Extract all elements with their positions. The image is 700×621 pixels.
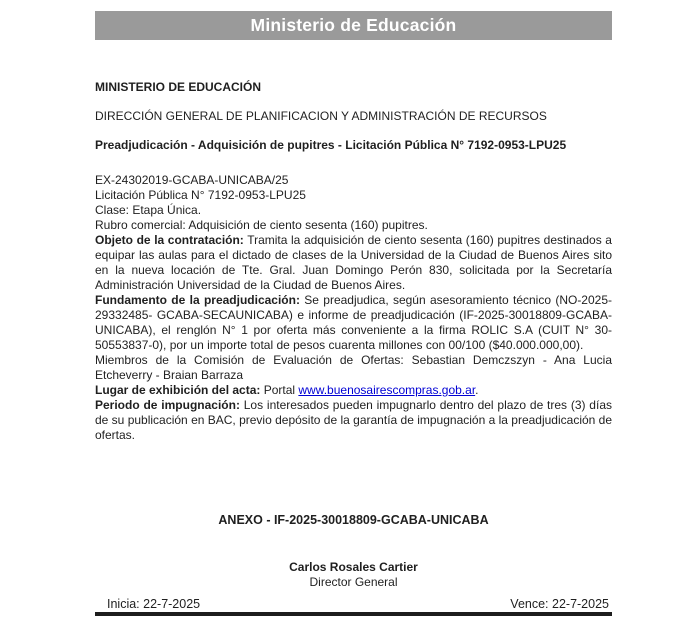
paragraph-objeto (95, 233, 612, 293)
document-body (95, 80, 612, 443)
licitacion-line: Licitación Pública N° 7192-0953-LPU25 (95, 188, 306, 202)
paragraph-periodo-text: Los interesados pueden impugnarlo dentro del plazo de tres (3) días de su publicación en BAC, previo depósito de la garantía de impugnación a la preadjudicación de ofertas. (95, 398, 613, 442)
ministry-header-bar (95, 11, 612, 40)
paragraph-periodo-label: Periodo de impugnación: (95, 398, 240, 412)
paragraph-miembros-text: Miembros de la Comisión de Evaluación de Ofertas: Sebastian Demczszyn - Ana Lucia Etcheverry - Braian Barraza (95, 353, 612, 382)
expediente-line: EX-24302019-GCABA-UNICABA/25 (95, 173, 289, 187)
org-title: MINISTERIO DE EDUCACIÓN (95, 80, 262, 94)
paragraph-acta-suffix: . (475, 383, 479, 397)
signature-block (95, 560, 612, 590)
notice-text-block (95, 173, 612, 443)
signer-name: Carlos Rosales Cartier (289, 560, 418, 574)
footer-rule (95, 612, 612, 616)
rubro-line: Rubro comercial: Adquisición de ciento sesenta (160) pupitres. (95, 218, 428, 232)
paragraph-objeto-label: Objeto de la contratación: (95, 233, 244, 247)
ministry-title: Ministerio de Educación (250, 15, 457, 35)
paragraph-fundamento-text: Se preadjudica, según asesoramiento técnico (NO-2025-29332485- GCABA-SECAUNICABA) e informe de preadjudicación (IF-2025-30018809-GCABA-UNICABA), el renglón N° 1 por oferta más conveniente a la firma ROLIC S.A (CUIT N° 30-50553837-0), por un importe total de pesos cuarenta millones con 00/100 ($40.000.000,00). (95, 293, 613, 352)
paragraph-fundamento (95, 293, 612, 353)
paragraph-acta-label: Lugar de exhibición del acta: (95, 383, 261, 397)
paragraph-miembros (95, 353, 612, 383)
end-date: Vence: 22-7-2025 (510, 597, 609, 611)
validity-dates-row (95, 597, 612, 611)
org-subtitle: DIRECCIÓN GENERAL DE PLANIFICACION Y ADMINISTRACIÓN DE RECURSOS (95, 109, 547, 123)
start-date: Inicia: 22-7-2025 (107, 597, 201, 611)
bac-portal-link[interactable]: www.buenosairescompras.gob.ar (298, 383, 476, 397)
subject-heading: Preadjudicación - Adquisición de pupitres - Licitación Pública N° 7192-0953-LPU25 (95, 138, 567, 152)
annex-line: ANEXO - IF-2025-30018809-GCABA-UNICABA (218, 513, 489, 527)
paragraph-periodo (95, 398, 612, 443)
paragraph-acta (95, 383, 612, 398)
clase-line: Clase: Etapa Única. (95, 203, 202, 217)
paragraph-acta-prefix: Portal (260, 383, 299, 397)
paragraph-objeto-text: Tramita la adquisición de ciento sesenta (160) pupitres destinados a equipar las aulas para el dictado de clases de la Universidad de la Ciudad de Buenos Aires sito en la nueva locación de Tte. Gral. Juan Domingo Perón 830, solicitada por la Secretaría Administración Universidad de la Ciudad de Buenos Aires. (95, 233, 612, 292)
signer-role: Director General (309, 575, 398, 589)
paragraph-fundamento-label: Fundamento de la preadjudicación: (95, 293, 300, 307)
